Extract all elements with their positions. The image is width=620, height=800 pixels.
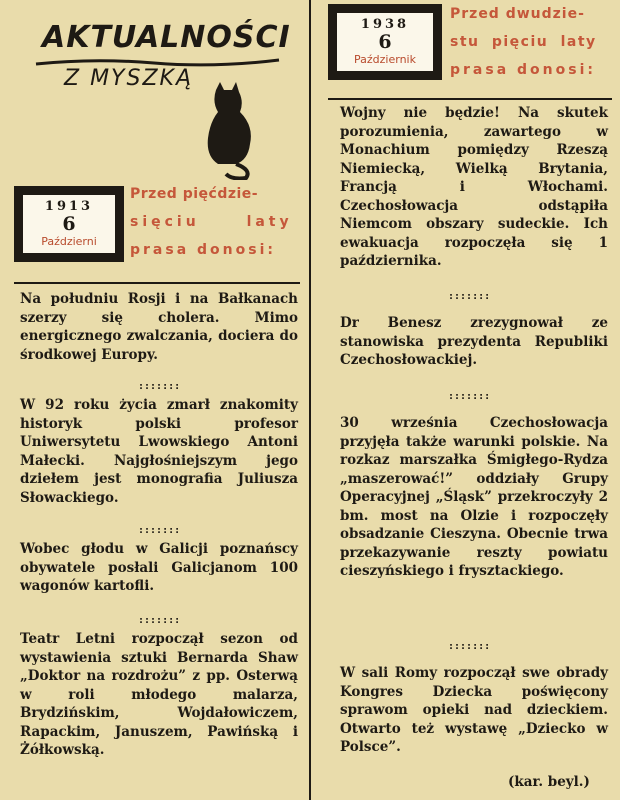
news-item: Teatr Letni rozpoczął sezon od wystawienia sztuki Bernarda Shaw „Doktor na rozdrożu” z pp. Osterwą w roli młodego malarza, Brydzińskim, Wojdałowiczem, Rapackim, Januszem, Pawińską i Żółkowską. — [20, 631, 298, 758]
date-month: Październik — [354, 53, 416, 66]
heading-left — [130, 180, 298, 264]
heading-line: sięciu laty — [130, 214, 293, 230]
divider — [328, 98, 612, 100]
masthead-subtitle: Z MYSZKĄ — [64, 66, 193, 91]
news-item: 30 września Czechosłowacja przyjęła także warunki polskie. Na rozkaz marszałka Śmigłego-Rydza „maszerować!” oddziały Grupy Operacyjnej „Śląsk” przekroczyły 2 bm. most na Olzie i rozpoczęły obsadzanie Cieszyna. Obecnie trwa przekazywanie reszty powiatu cieszyńskiego i frysztackiego. — [340, 415, 608, 579]
date-year: 1938 — [360, 17, 410, 32]
heading-line: prasa donosi: — [130, 242, 276, 258]
heading-right — [450, 0, 614, 84]
heading-line: prasa donosi: — [450, 62, 596, 78]
signature: (kar. beyl.) — [508, 774, 590, 790]
date-month: Październi — [41, 235, 97, 248]
cat-icon — [202, 82, 262, 180]
separator: ::::::: — [138, 615, 181, 626]
heading-line: Przed pięćdzie- — [130, 186, 259, 202]
date-day: 6 — [378, 31, 392, 53]
date-box-1938 — [328, 4, 442, 80]
divider — [14, 282, 300, 284]
news-item: Wobec głodu w Galicji poznańscy obywatele posłali Galicjanom 100 wagonów kartofli. — [20, 541, 298, 594]
column-divider — [309, 0, 311, 800]
news-item: W 92 roku życia zmarł znakomity historyk polski profesor Uniwersytetu Lwowskiego Antoni Małecki. Najgłośniejszym jego dziełem jest monografia Juliusza Słowackiego. — [20, 397, 298, 506]
date-box-1913 — [14, 186, 124, 262]
separator: ::::::: — [448, 391, 491, 402]
heading-line: stu pięciu laty — [450, 34, 597, 50]
heading-line: Przed dwudzie- — [450, 6, 585, 22]
date-day: 6 — [62, 213, 76, 235]
date-year: 1913 — [44, 199, 94, 214]
masthead — [34, 8, 291, 180]
masthead-title: AKTUALNOŚCI — [42, 20, 291, 55]
news-item: Wojny nie będzie! Na skutek porozumienia, zawartego w Monachium pomiędzy Rzeszą Niemiecką, Wielką Brytania, Francją i Włochami. Czechosłowacja odstąpiła Niemcom obszary sudeckie. Ich ewakuacja rozpoczęła się 1 października. — [340, 105, 608, 269]
separator: ::::::: — [448, 641, 491, 652]
news-item: Na południu Rosji i na Bałkanach szerzy się cholera. Mimo energicznego zwalczania, dociera do środkowej Europy. — [20, 291, 298, 363]
news-item: W sali Romy rozpoczął swe obrady Kongres Dziecka poświęcony sprawom opieki nad dzieckiem. Otwarto też wystawę „Dziecko w Polsce”. — [340, 665, 608, 755]
news-item: Dr Benesz zrezygnował ze stanowiska prezydenta Republiki Czechosłowackiej. — [340, 315, 608, 368]
separator: ::::::: — [138, 525, 181, 536]
separator: ::::::: — [448, 291, 491, 302]
separator: ::::::: — [138, 381, 181, 392]
